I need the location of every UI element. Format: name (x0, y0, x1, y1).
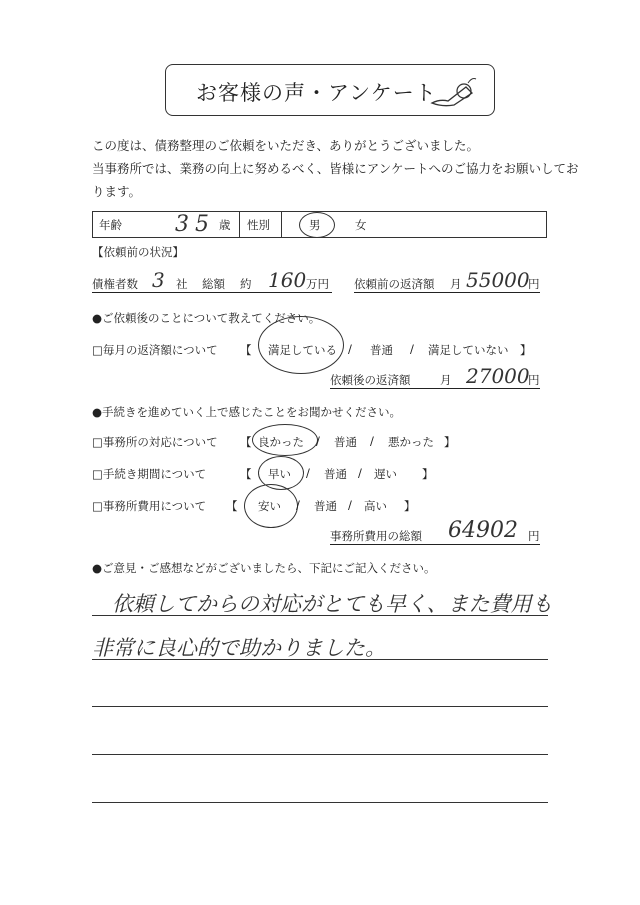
before-repay-row (354, 268, 540, 293)
before-debt-row (92, 268, 332, 293)
writing-line (92, 754, 548, 755)
intro-line-2: 当事務所では、業務の向上に努めるべく、皆様にアンケートへのご協力をお願いしてお (92, 161, 579, 176)
repay-after-value: 27000 (466, 364, 530, 388)
age-unit: 歳 (219, 218, 231, 232)
writing-line (92, 802, 548, 803)
age-label: 年齢 (99, 218, 122, 232)
fee-total-row (330, 518, 540, 545)
comment-line-1: 依頼してからの対応がとても早く、また費用も (112, 592, 553, 616)
selection-circle (258, 316, 344, 374)
option-expensive: 高い (364, 499, 387, 513)
gender-female: 女 (355, 218, 367, 232)
total-value: 160 (268, 268, 307, 292)
fee-total-unit: 円 (528, 529, 540, 543)
fee-total-value: 64902 (448, 518, 518, 543)
repay-before-label: 依頼前の返済額 (354, 277, 435, 291)
option-slow: 遅い (374, 467, 397, 481)
option-satisfied: 満足している (268, 343, 337, 357)
fee-question: □事務所費用について (92, 499, 207, 513)
gender-male: 男 (309, 218, 321, 232)
after-repay-row (330, 364, 540, 389)
cell-divider (239, 212, 240, 237)
option-bad: 悪かった (388, 435, 434, 449)
intro-line-3: ります。 (92, 184, 142, 199)
selection-circle (244, 484, 298, 528)
option-cheap: 安い (258, 499, 281, 513)
bracket-open: 【 (240, 467, 252, 481)
option-normal: 普通 (370, 343, 393, 357)
option-normal: 普通 (314, 499, 337, 513)
separator: / (410, 342, 414, 356)
writing-line (92, 659, 548, 660)
option-fast: 早い (268, 467, 291, 481)
option-normal: 普通 (334, 435, 357, 449)
repay-after-month: 月 (440, 373, 452, 387)
separator: / (306, 466, 310, 480)
period-question: □手続き期間について (92, 467, 207, 481)
pencil-icon (428, 73, 478, 109)
repay-before-value: 55000 (466, 268, 530, 292)
cell-divider (281, 212, 282, 237)
comment-line-2: 非常に良心的で助かりました。 (92, 636, 386, 660)
bracket-open: 【 (240, 435, 252, 449)
selection-circle (252, 424, 318, 456)
bracket-open: 【 (226, 499, 238, 513)
bracket-close: 】 (422, 467, 434, 481)
writing-line (92, 615, 548, 616)
monthly-question: □毎月の返済額について (92, 343, 218, 357)
bracket-close: 】 (520, 343, 532, 357)
selection-circle (299, 212, 335, 238)
repay-before-unit: 円 (528, 277, 540, 291)
comments-heading: ●ご意見・ご感想などがございましたら、下記にご記入ください。 (92, 561, 436, 575)
before-heading: 【依頼前の状況】 (92, 245, 184, 259)
bracket-close: 】 (404, 499, 416, 513)
fee-total-label: 事務所費用の総額 (330, 529, 422, 543)
separator: / (348, 342, 352, 356)
option-good: 良かった (258, 435, 304, 449)
title-box (165, 64, 495, 116)
separator: / (358, 466, 362, 480)
separator: / (370, 434, 374, 448)
separator: / (296, 498, 300, 512)
total-label: 総額 (202, 277, 225, 291)
intro-line-1: この度は、債務整理のご依頼をいただき、ありがとうございました。 (92, 138, 480, 153)
profile-table (92, 211, 547, 238)
option-normal: 普通 (324, 467, 347, 481)
repay-after-unit: 円 (528, 373, 540, 387)
after-heading: ●ご依頼後のことについて教えてください。 (92, 311, 321, 325)
repay-before-month: 月 (450, 277, 462, 291)
total-approx: 約 (240, 277, 252, 291)
writing-line (92, 706, 548, 707)
creditors-value: 3 (152, 268, 165, 292)
gender-label: 性別 (247, 218, 270, 232)
total-unit: 万円 (306, 277, 329, 291)
option-unsatisfied: 満足していない (428, 343, 509, 357)
bracket-open: 【 (240, 343, 252, 357)
process-heading: ●手続きを進めていく上で感じたことをお聞かせください。 (92, 405, 402, 419)
page-title: お客様の声・アンケート (196, 81, 437, 105)
bracket-close: 】 (444, 435, 456, 449)
separator: / (348, 498, 352, 512)
creditors-label: 債権者数 (92, 277, 138, 291)
office-response-question: □事務所の対応について (92, 435, 218, 449)
creditors-unit: 社 (176, 277, 188, 291)
age-value: 35 (175, 212, 215, 237)
repay-after-label: 依頼後の返済額 (330, 373, 411, 387)
separator: / (316, 434, 320, 448)
